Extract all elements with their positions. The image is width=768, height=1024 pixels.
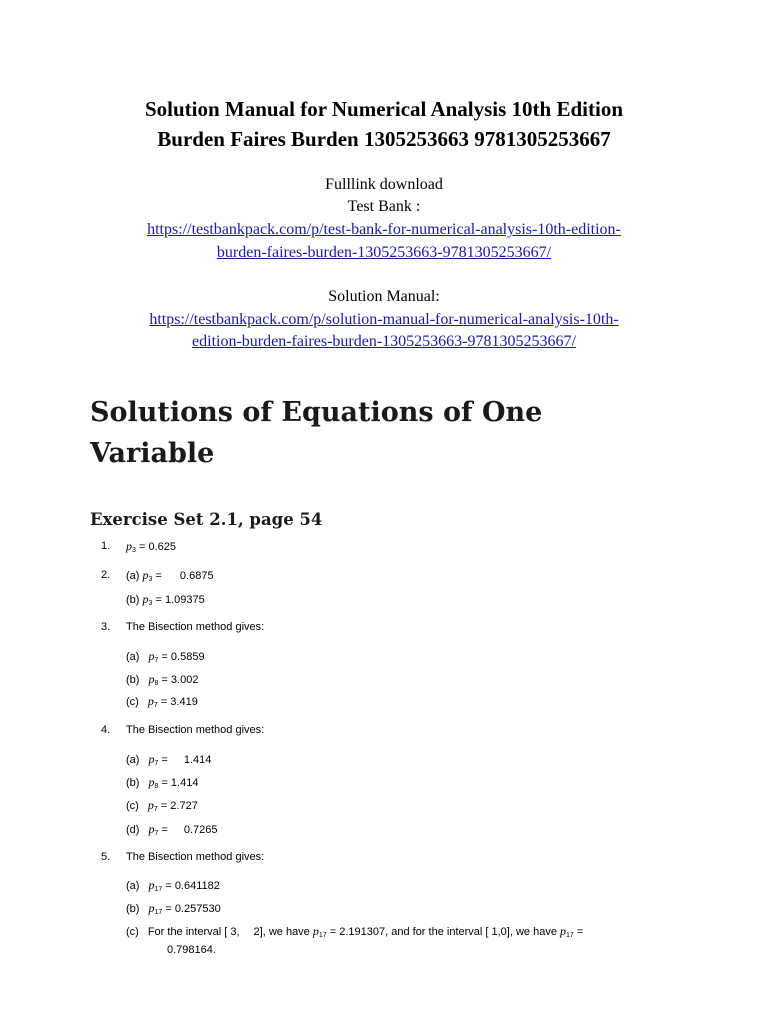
item-3-number: 3.: [101, 621, 111, 633]
solution-link-line-2[interactable]: [0, 331, 768, 353]
testbank-link-line-2[interactable]: [0, 242, 768, 264]
item-4-number: 4.: [101, 724, 111, 736]
chapter-heading-line-2: Variable: [90, 438, 215, 469]
item-1-answer: $p_3 = 0.625$: [126, 539, 176, 554]
solution-link-line-1[interactable]: [0, 309, 768, 331]
item-3c-answer: (c) $p_7 = 3.419$: [126, 694, 198, 709]
document-title-line-2: Burden Faires Burden 1305253663 9781305253667: [157, 127, 611, 151]
item-5-number: 5.: [101, 851, 111, 863]
item-2-number: 2.: [101, 569, 111, 581]
testbank-link-line-1[interactable]: [0, 219, 768, 241]
item-5c-continuation: 0.798164.: [167, 944, 216, 956]
solution-link-text-2[interactable]: edition-burden-faires-burden-1305253663-9781305253667/: [192, 333, 576, 350]
testbank-label: Test Bank :: [347, 198, 421, 215]
testbank-link-text-2[interactable]: burden-faires-burden-1305253663-9781305253667/: [216, 244, 552, 261]
item-5c-answer: (c) For the interval [ 3, 2], we have $p_{17} = 2.191307$, and for the interval [ 1,0], we have $p_{17}$ =: [126, 924, 584, 939]
item-3b-answer: (b) $p_8 = 3.002$: [126, 672, 199, 687]
item-4b-answer: (b) $p_8 = 1.414$: [126, 775, 199, 790]
item-2b-answer: (b) $p_3 = 1.09375$: [126, 592, 205, 607]
item-4d-answer: (d) $p_7 = 0.7265$: [126, 822, 218, 837]
item-1-number: 1.: [101, 540, 111, 552]
item-5-text: The Bisection method gives:: [126, 851, 265, 863]
item-5b-answer: (b) $p_{17} = 0.257530$: [126, 901, 221, 916]
item-5a-answer: (a) $p_{17} = 0.641182$: [126, 878, 220, 893]
testbank-link-text-1[interactable]: https://testbankpack.com/p/test-bank-for-numerical-analysis-10th-edition-: [147, 221, 621, 238]
item-3a-answer: (a) $p_7 = 0.5859$: [126, 649, 205, 664]
exercise-set-heading: Exercise Set 2.1, page 54: [90, 510, 323, 529]
item-4-text: The Bisection method gives:: [126, 724, 265, 736]
item-2a-answer: (a) $p_3 = 0.6875$: [126, 568, 214, 583]
fulllink-label: Fulllink download: [325, 176, 443, 193]
item-4c-answer: (c) $p_7 = 2.727$: [126, 798, 198, 813]
item-4a-answer: (a) $p_7 = 1.414$: [126, 752, 212, 767]
chapter-heading-line-1: Solutions of Equations of One: [90, 397, 543, 428]
item-3-text: The Bisection method gives:: [126, 621, 265, 633]
solution-manual-label: Solution Manual:: [328, 288, 440, 305]
solution-link-text-1[interactable]: https://testbankpack.com/p/solution-manual-for-numerical-analysis-10th-: [149, 311, 619, 328]
document-title-line-1: Solution Manual for Numerical Analysis 10th Edition: [144, 97, 624, 121]
